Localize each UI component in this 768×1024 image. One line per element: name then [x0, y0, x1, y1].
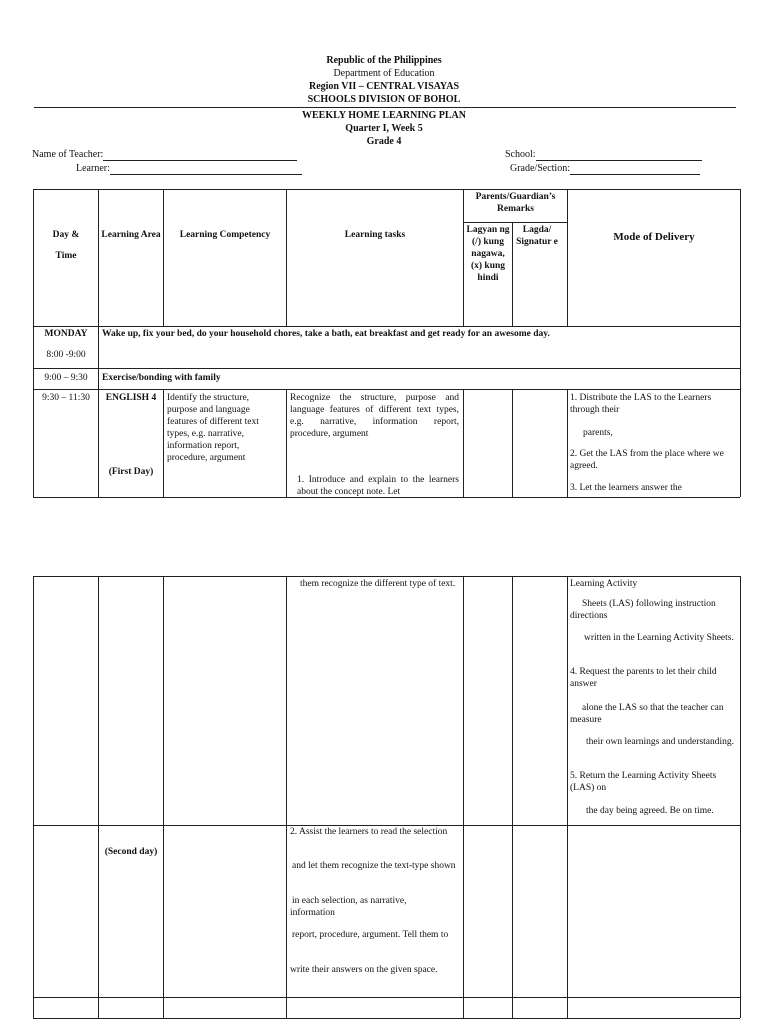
section-label: Grade/Section:	[510, 163, 570, 174]
mode-f: their own learnings and understanding.	[586, 737, 735, 747]
task2-b: and let them recognize the text-type shown	[292, 861, 456, 871]
plan-title: WEEKLY HOME LEARNING PLAN	[301, 110, 466, 121]
english-area: ENGLISH 4	[105, 393, 157, 403]
republic-heading: Republic of the Philippines	[326, 55, 442, 66]
header-learning-area: Learning Area	[101, 230, 161, 240]
school-field	[505, 148, 702, 161]
mode-2: 2. Get the LAS from the place where we agreed.	[570, 449, 724, 471]
mode-a: Learning Activity	[570, 579, 638, 589]
header-mode: Mode of Delivery	[613, 231, 695, 243]
school-label: School:	[505, 149, 536, 160]
teacher-label: Name of Teacher:	[32, 149, 104, 160]
learner-blank	[110, 164, 302, 175]
header-competency: Learning Competency	[179, 230, 271, 240]
mode-h: the day being agreed. Be on time.	[586, 806, 714, 816]
mode-d: 4. Request the parents to let their child answer	[570, 667, 717, 689]
header-day-time	[34, 229, 98, 262]
header-remarks: Parents/Guardian’s Remarks	[475, 192, 556, 214]
school-blank	[536, 150, 702, 161]
second-day-label: (Second day)	[104, 847, 158, 857]
teacher-blank	[103, 150, 297, 161]
english-time: 9:30 – 11:30	[42, 393, 90, 403]
region-heading: Region VII – CENTRAL VISAYAS	[308, 81, 460, 92]
task2-c: in each selection, as narrative, information	[290, 896, 407, 918]
first-day-label: (First Day)	[108, 467, 154, 477]
exercise-time: 9:00 – 9:30	[44, 373, 88, 383]
competency-text: Identify the structure, purpose and language features of different text types, e.g. narrative, information report, procedure, argument	[167, 393, 259, 463]
task2-e: write their answers on the given space.	[290, 965, 438, 975]
division-heading: SCHOOLS DIVISION OF BOHOL	[307, 94, 461, 105]
mode-g: 5. Return the Learning Activity Sheets (LAS) on	[570, 771, 717, 793]
monday-label: MONDAY	[44, 329, 88, 339]
mode-3: 3. Let the learners answer the	[570, 483, 682, 493]
header-day-label: Day &	[52, 230, 80, 240]
mode-1: 1. Distribute the LAS to the Learners through their	[570, 393, 712, 415]
grade-label: Grade 4	[366, 136, 402, 147]
mode-b: Sheets (LAS) following instruction directions	[570, 599, 716, 621]
mode-e: alone the LAS so that the teacher can measure	[570, 703, 724, 725]
task-continued: them recognize the different type of text.	[300, 579, 456, 589]
monday-time: 8:00 -9:00	[46, 350, 86, 360]
task-1: 1. Introduce and explain to the learners about the concept note. Let	[297, 475, 459, 497]
task2-d: report, procedure, argument. Tell them to	[292, 930, 449, 940]
exercise-activity: Exercise/bonding with family	[102, 373, 221, 383]
learner-label: Learner:	[76, 163, 110, 174]
mode-c: written in the Learning Activity Sheets.	[584, 633, 734, 643]
learner-field	[76, 162, 302, 175]
task-intro: Recognize the structure, purpose and language features of different text types, e.g. narrative, information report, procedure, argument	[290, 393, 459, 439]
header-time-label: Time	[55, 251, 77, 261]
quarter-label: Quarter I, Week 5	[345, 123, 423, 134]
section-field	[510, 162, 700, 175]
header-lagda: Lagda/ Signatur e	[516, 225, 558, 247]
department-heading: Department of Education	[333, 68, 435, 79]
header-lagyan: Lagyan ng (/) kung nagawa, (x) kung hindi	[466, 225, 510, 283]
header-tasks: Learning tasks	[344, 230, 406, 240]
task2-a: 2. Assist the learners to read the selection	[290, 827, 448, 837]
teacher-field	[32, 148, 297, 161]
header-divider	[34, 107, 736, 108]
mode-1b: parents,	[583, 428, 613, 438]
monday-activity: Wake up, fix your bed, do your household chores, take a bath, eat breakfast and get ready for an awesome day.	[102, 329, 550, 339]
section-blank	[570, 164, 700, 175]
